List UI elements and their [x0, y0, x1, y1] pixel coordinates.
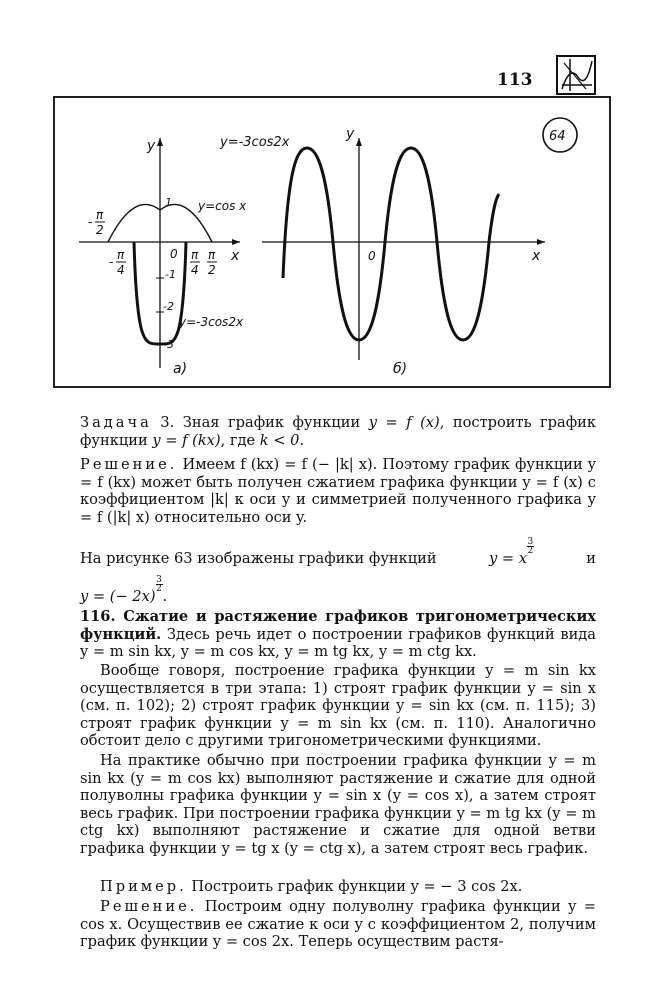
graph-thumbnail-icon [556, 55, 596, 99]
pi2-left-sign: - [88, 215, 93, 229]
left-y-arrow [157, 138, 163, 146]
fig63-and: и [586, 550, 596, 567]
label-neg3cos2x-right: y=-3cos2x [220, 135, 290, 150]
fig63-text: На рисунке 63 изображены графики функций [80, 550, 437, 567]
para-2-text: На практике обычно при построении графика функции y = m sin kx (y = m cos kx) выполняют растяжение и сжатие для одной полуволны графика функции y = sin x (y = cos x), а затем строят весь график. При построении графика функции y = m tg kx (y = m ctg kx) выполняют растяжение и сжатие для одной ветви графика функции y = tg x (y = ctg x), а затем строят весь график. [80, 752, 596, 857]
tick-neg2: -2 [163, 300, 174, 313]
task-text-1: 3. Зная график функции [151, 414, 369, 431]
para-1-text: Вообще говоря, построение графика функции y = m sin kx осуществляется в три этапа: 1) строят график функции y = sin x (см. п. 102); 2) строят график функции y = sin kx (см. п. 115); 3) строят график функции y = m sin kx (см. п. 110). Аналогично обстоит дело с другими тригонометрическими функциями. [80, 662, 596, 750]
fig63-y2: y = (− 2x) [80, 587, 156, 605]
pi2-right-den: 2 [208, 263, 216, 277]
task-heading: Задача [80, 414, 152, 431]
pi4-left-num: π [117, 248, 125, 262]
task-text-3: , где [220, 431, 260, 449]
left-axis-y-label: y [147, 138, 156, 154]
left-panel-caption: а) [173, 361, 188, 377]
section-heading: 116. Сжатие и растяжение графиков тригонометрических функций. [80, 608, 596, 643]
solution-body: Имеем f (kx) = f (− |k| x). Поэтому график функции y = f (kx) может быть получен сжатием графика функции y = f (x) с коэффициентом |k| к оси y и симметрией полученного графика y = f (|k| x) относительно оси y. [80, 456, 596, 526]
fig63-exp-den: 2 [527, 546, 534, 556]
left-origin-label: 0 [170, 247, 178, 261]
task-formula-fx: y = f (x) [368, 414, 440, 431]
fig63-exp-num: 3 [527, 537, 534, 547]
example-paragraph [80, 878, 596, 896]
tick-neg3: -3 [163, 338, 174, 351]
right-axis-x-label: x [532, 248, 541, 264]
fig63-paragraph [80, 538, 596, 605]
right-origin-label: 0 [368, 249, 376, 263]
fig63-end: . [162, 587, 168, 605]
solution2-body: Построим одну полуволну графика функции y = cos x. Осуществив ее сжатие к оси y с коэффициентом 2, получим график функции y = cos 2x. Теперь осуществим растя- [80, 898, 596, 951]
pi2-left-num: π [96, 208, 104, 222]
example-body: Построить график функции y = − 3 cos 2x. [186, 878, 523, 895]
example-heading: Пример. [100, 878, 187, 895]
para-1 [80, 662, 596, 750]
tick-neg1: -1 [165, 268, 176, 281]
label-neg3cos2x-left: y=-3cos2x [179, 315, 244, 329]
figure-64 [53, 96, 611, 388]
page-number: 113 [497, 70, 533, 90]
section-body: Здесь речь идет о построении графиков функций вида y = m sin kx, y = m cos kx, y = m tg kx, y = m ctg kx. [80, 625, 596, 661]
neg3cos2x-full-curve [283, 148, 499, 340]
section-116-paragraph [80, 608, 596, 661]
solution-heading: Решение. [80, 456, 178, 473]
solution2-heading: Решение. [100, 898, 198, 915]
fig63-exp2-den: 2 [156, 583, 162, 594]
figure-number: 64 [549, 129, 566, 144]
fig63-y1: y = x [488, 550, 527, 567]
para-2 [80, 752, 596, 858]
right-axis-y-label: y [346, 126, 355, 142]
solution2-paragraph [80, 898, 596, 951]
tick-1: 1 [165, 196, 172, 209]
task-text-2: , построить график функции [80, 414, 596, 449]
pi4-left-sign: - [109, 255, 114, 269]
pi2-left-den: 2 [96, 223, 104, 237]
left-axis-x-label: x [231, 248, 240, 264]
task-3-paragraph [80, 414, 596, 449]
pi4-left-den: 4 [117, 263, 125, 277]
solution-paragraph [80, 456, 596, 526]
right-x-arrow [537, 239, 545, 245]
right-y-arrow [356, 138, 362, 146]
label-cos-x: y=cos x [198, 199, 247, 213]
left-x-arrow [232, 239, 240, 245]
pi4-right-num: π [191, 248, 199, 262]
task-formula-fkx: y = f (kx) [152, 431, 221, 449]
fig63-exp2-num: 3 [156, 574, 162, 585]
pi2-right-num: π [208, 248, 216, 262]
task-condition: k < 0. [259, 431, 305, 449]
right-panel-caption: б) [393, 361, 408, 377]
pi4-right-den: 4 [191, 263, 199, 277]
